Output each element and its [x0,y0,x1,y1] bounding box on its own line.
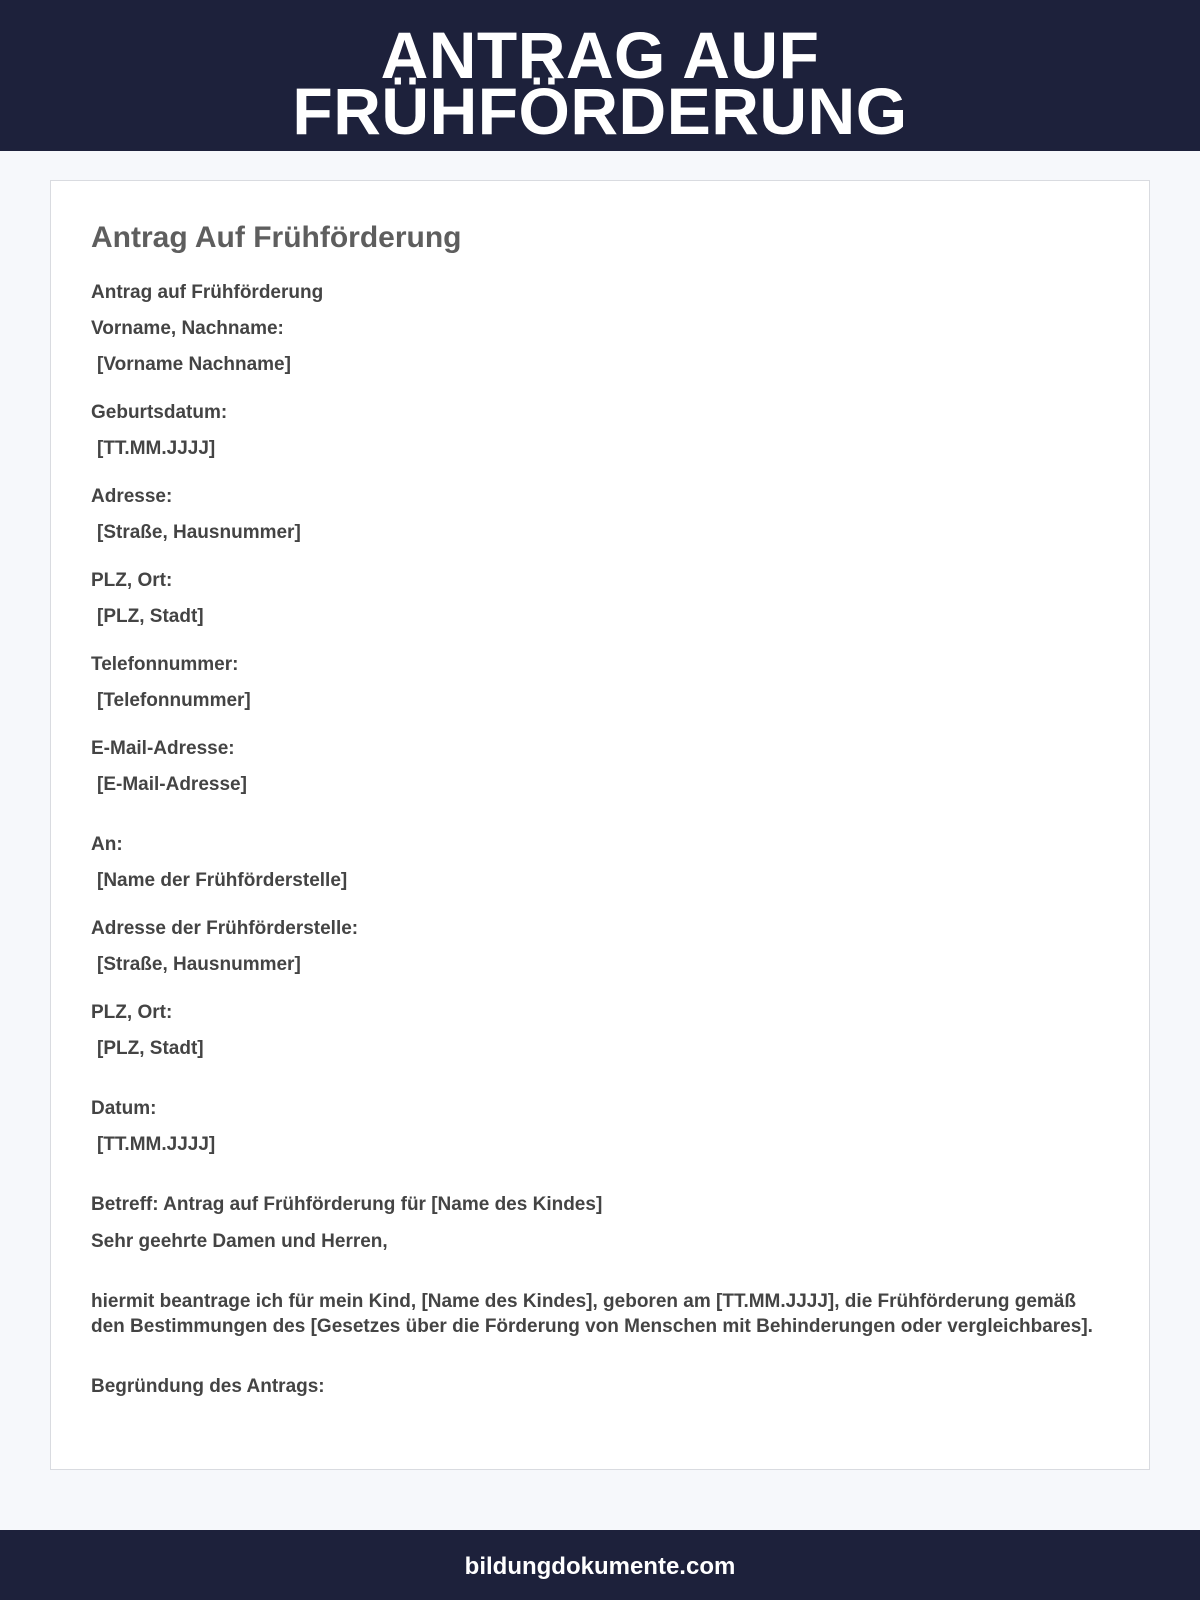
header-title [0,0,1200,148]
document-card [50,180,1150,1470]
date-label: Datum: [91,1098,157,1119]
page-footer [0,1530,1200,1600]
applicant-address-label: Adresse: [91,486,173,507]
recipient-address-value: [Straße, Hausnummer] [97,954,301,975]
header-title-line1: ANTRAG AUF [380,18,820,92]
date-value: [TT.MM.JJJJ] [97,1134,216,1155]
applicant-email-label: E-Mail-Adresse: [91,738,235,759]
applicant-email-value: [E-Mail-Adresse] [97,774,247,795]
reason-label: Begründung des Antrags: [91,1376,325,1397]
document-title: Antrag Auf Frühförderung [91,221,462,254]
header-title-line2: FRÜHFÖRDERUNG [292,74,908,148]
applicant-name-value: [Vorname Nachname] [97,354,291,375]
applicant-name-label: Vorname, Nachname: [91,318,284,339]
recipient-to-label: An: [91,834,123,855]
applicant-phone-label: Telefonnummer: [91,654,239,675]
document-subtitle: Antrag auf Frühförderung [91,282,324,303]
body-paragraph: hiermit beantrage ich für mein Kind, [Name des Kindes], geboren am [TT.MM.JJJJ], die Frühförderung gemäß den Bestimmungen des [Gesetzes über die Förderung von Menschen mit Behinderungen oder vergleichbares]. [91,1291,1093,1337]
recipient-to-value: [Name der Frühförderstelle] [97,870,348,891]
salutation: Sehr geehrte Damen und Herren, [91,1231,388,1252]
footer-site: bildungdokumente.com [464,1553,736,1580]
applicant-address-value: [Straße, Hausnummer] [97,522,301,543]
applicant-birth-value: [TT.MM.JJJJ] [97,438,216,459]
applicant-phone-value: [Telefonnummer] [97,690,251,711]
applicant-city-value: [PLZ, Stadt] [97,606,204,627]
recipient-city-value: [PLZ, Stadt] [97,1038,204,1059]
recipient-address-label: Adresse der Frühförderstelle: [91,918,359,939]
applicant-city-label: PLZ, Ort: [91,570,173,591]
page-header [0,0,1200,151]
subject-line: Betreff: Antrag auf Frühförderung für [Name des Kindes] [91,1194,603,1215]
applicant-birth-label: Geburtsdatum: [91,402,228,423]
recipient-city-label: PLZ, Ort: [91,1002,173,1023]
